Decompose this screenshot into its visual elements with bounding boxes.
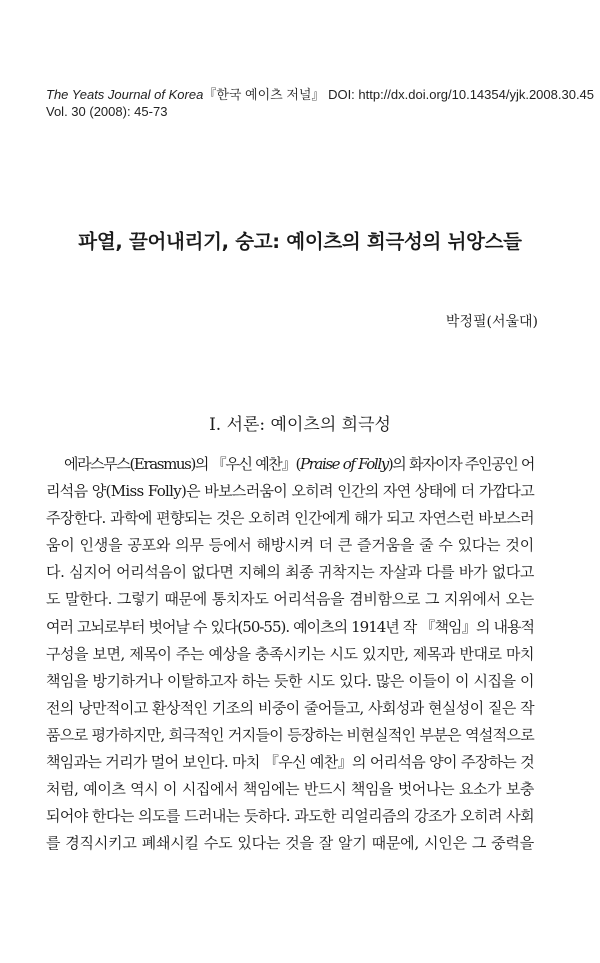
paragraph-line: 책임을 방기하거나 이탈하고자 하는 듯한 시도 있다. 많은 이들이 이 시집을 이 [46,671,534,690]
journal-title-en: The Yeats Journal of Korea [46,87,204,102]
volume-info: Vol. 30 (2008): 45-73 [46,104,168,119]
paragraph-line: 리석음 양(Miss Folly)은 바보스러움이 오히려 인간의 자연 상태에 더 가깝다고 [46,482,534,501]
body-paragraph [46,451,534,857]
paragraph-line: 도 말한다. 그렇기 때문에 통치자도 어리석음을 겸비함으로 그 지위에서 오는 [46,590,534,609]
paragraph-line: 되어야 한다는 의도를 드러내는 듯하다. 과도한 리얼리즘의 강조가 오히려 사회 [46,807,534,826]
author-affiliation: 박정필(서울대) [445,314,538,330]
paragraph-line: 움이 인생을 공포와 의무 등에서 해방시켜 더 큰 즐거움을 줄 수 있다는 것이 [46,536,534,555]
journal-title-ko: 『한국 예이츠 저널』 [203,87,325,102]
doi-text: DOI: http://dx.doi.org/10.14354/yjk.2008.30.45 [324,87,595,102]
section-heading: I. 서론: 예이츠의 희극성 [209,415,391,435]
paragraph-line: 책임과는 거리가 멀어 보인다. 마치 『우신 예찬』의 어리석음 양이 주장하는 것 [46,753,534,772]
journal-header [46,86,594,120]
paragraph-line: 구성을 보면, 제목이 주는 예상을 충족시키는 시도 있지만, 제목과 반대로 마치 [46,644,534,663]
paragraph-line: 처럼, 예이츠 역시 이 시집에서 책임에는 반드시 책임을 벗어나는 요소가 보충 [46,780,534,799]
paragraph-line: 전의 낭만적이고 환상적인 기조의 비중이 줄어들고, 사회성과 현실성이 짙은 작 [46,698,534,717]
paragraph-line: 여러 고뇌로부터 벗어날 수 있다(50-55). 예이츠의 1914년 작 『책임』의 내용적 [46,617,534,636]
paragraph-line: 품으로 평가하지만, 희극적인 거지들이 등장하는 비현실적인 부분은 역설적으로 [46,725,534,744]
paper-title: 파열, 끌어내리기, 숭고: 예이츠의 희극성의 뉘앙스들 [78,230,522,253]
paragraph-line: 를 경직시키고 폐쇄시킬 수도 있다는 것을 잘 알기 때문에, 시인은 그 중력을 [46,834,534,853]
paragraph-line: 다. 심지어 어리석음이 없다면 지혜의 최종 귀착지는 자살과 다를 바가 없다고 [46,563,534,582]
paragraph-line: 주장한다. 과학에 편향되는 것은 오히려 인간에게 해가 되고 자연스런 바보스러 [46,509,534,528]
journal-citation-line [46,86,594,103]
paragraph-line: 에라스무스(Erasmus)의 『우신 예찬』(Praise of Folly)의 화자이자 주인공인 어 [64,455,534,473]
italic-title: Praise of Folly [299,455,388,473]
